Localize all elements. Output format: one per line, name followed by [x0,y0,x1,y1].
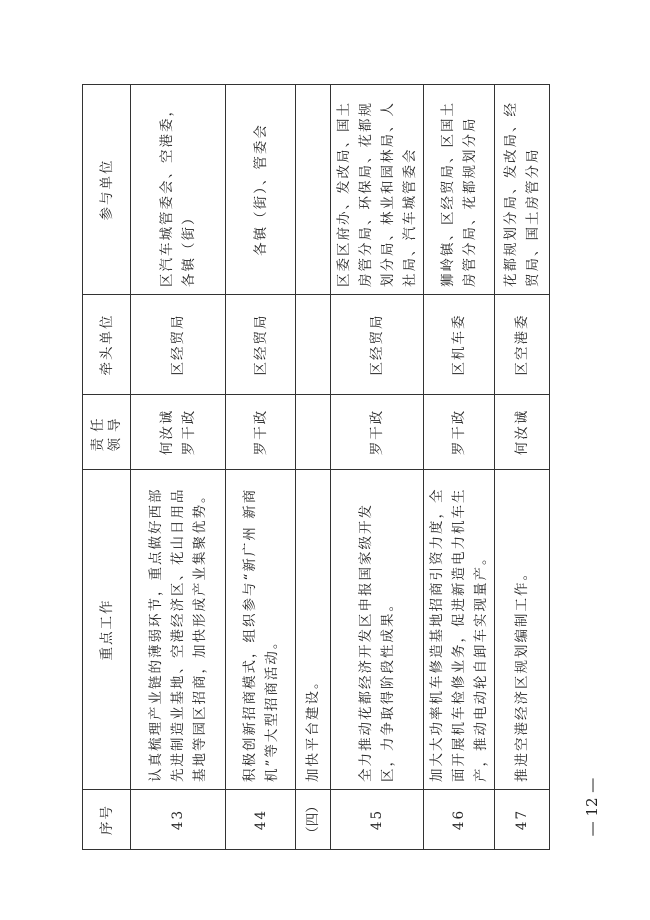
row-participants [296,85,331,295]
section-title: 加快平台建设。 [296,470,331,790]
work-table [82,84,550,850]
row-leader: 罗干政 [331,395,424,470]
table-row [424,85,495,850]
table-row [226,85,296,850]
row-participants: 区委区府办、发改局、国土房管分局、环保局、花都规划分局、林业和园林局、人社局、汽车城管委会 [331,85,424,295]
row-lead-unit: 区经贸局 [226,295,296,395]
row-participants: 区汽车城管委会、空港委，各镇（街） [131,85,226,295]
row-work: 全力推动花都经济开发区申报国家级开发区，力争取得阶段性成果。 [331,470,424,790]
header-participants: 参与单位 [83,85,131,295]
row-no: 45 [331,790,424,850]
row-no: 47 [495,790,550,850]
page-number: — 12 — [583,777,601,837]
header-lead-unit: 牵头单位 [83,295,131,395]
row-leader: 罗干政 [226,395,296,470]
row-no: 44 [226,790,296,850]
row-leader: 何汝诚 罗干政 [131,395,226,470]
row-no: 43 [131,790,226,850]
row-leader [296,395,331,470]
row-participants: 各镇（街）、管委会 [226,85,296,295]
row-leader: 罗干政 [424,395,495,470]
row-work: 推进空港经济区规划编制工作。 [495,470,550,790]
table-row [331,85,424,850]
header-work: 重点工作 [83,470,131,790]
row-work: 积极创新招商模式，组织参与“新广州 新商机”等大型招商活动。 [226,470,296,790]
row-participants: 狮岭镇、区经贸局、区国土房管分局、花都规划分局 [424,85,495,295]
row-participants: 花都规划分局、发改局、经贸局、国土房管分局 [495,85,550,295]
row-lead-unit: 区经贸局 [331,295,424,395]
row-lead-unit: 区经贸局 [131,295,226,395]
row-lead-unit [296,295,331,395]
row-leader: 何汝诚 [495,395,550,470]
table-row [495,85,550,850]
header-no: 序号 [83,790,131,850]
table-header-row [83,85,131,850]
row-no: 46 [424,790,495,850]
row-lead-unit: 区机车委 [424,295,495,395]
row-work: 加大大功率机车修造基地招商引资力度，全面开展机车检修业务，促进新造电力机车生产，推动电动轮自卸车实现量产。 [424,470,495,790]
row-work: 认真梳理产业链的薄弱环节，重点做好西部先进制造业基地、空港经济区、花山日用品基地等园区招商，加快形成产业集聚优势。 [131,470,226,790]
section-row [296,85,331,850]
row-lead-unit: 区空港委 [495,295,550,395]
header-leader: 责任领导 [83,395,131,470]
section-no: （四） [296,790,331,850]
table-row [131,85,226,850]
rotated-table-container [82,85,545,850]
